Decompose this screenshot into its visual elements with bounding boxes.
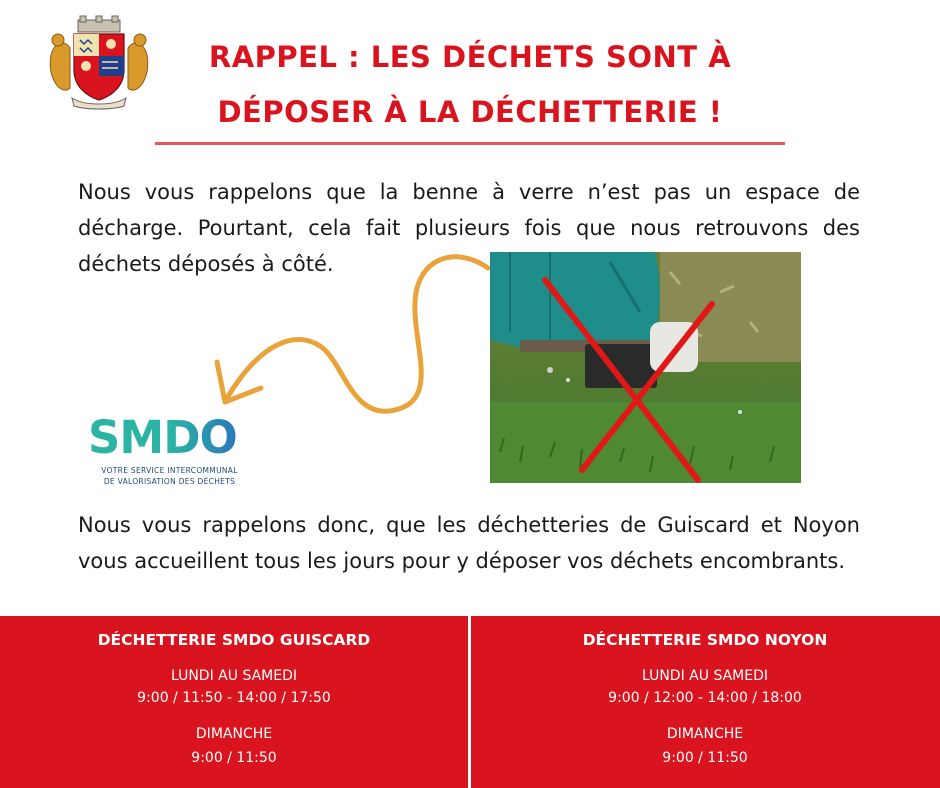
page-title-line2: DÉPOSER À LA DÉCHETTERIE !	[217, 95, 723, 129]
smdo-wordmark-text: SMDO	[88, 411, 237, 464]
site-name: DÉCHETTERIE SMDO GUISCARD	[97, 631, 371, 649]
site-guiscard	[0, 616, 468, 788]
weekday-hours: 9:00 / 11:50 - 14:00 / 17:50	[137, 690, 331, 706]
intro-paragraph: Nous vous rappelons que la benne à verre n’est pas un espace de décharge. Pourtant, cela fait plusieurs fois que nous retrouvons des déchets déposés à côté.	[78, 180, 860, 276]
sunday-label: DIMANCHE	[195, 726, 273, 742]
smdo-tagline-line1: VOTRE SERVICE INTERCOMMUNAL	[101, 466, 238, 475]
site-name: DÉCHETTERIE SMDO NOYON	[582, 631, 828, 649]
reminder-paragraph: Nous vous rappelons donc, que les déchetteries de Guiscard et Noyon vous accueillent tous les jours pour y déposer vos déchets encombrants.	[78, 513, 860, 573]
weekday-label: LUNDI AU SAMEDI	[170, 668, 297, 684]
weekday-label: LUNDI AU SAMEDI	[641, 668, 768, 684]
sunday-hours: 9:00 / 11:50	[662, 750, 748, 766]
town-crest-icon	[44, 14, 154, 110]
smdo-logo	[82, 412, 262, 492]
site-noyon	[471, 616, 939, 788]
smdo-tagline	[82, 465, 257, 487]
page-title-line1: RAPPEL : LES DÉCHETS SONT À	[208, 40, 732, 74]
sunday-hours: 9:00 / 11:50	[191, 750, 277, 766]
curved-arrow-icon	[205, 250, 505, 420]
smdo-wordmark	[88, 412, 237, 464]
sunday-label: DIMANCHE	[666, 726, 744, 742]
waste-photo	[490, 252, 801, 483]
smdo-tagline-line2: DE VALORISATION DES DÉCHETS	[103, 477, 236, 486]
page-title	[150, 30, 790, 140]
weekday-hours: 9:00 / 12:00 - 14:00 / 18:00	[608, 690, 802, 706]
title-divider	[155, 142, 785, 145]
